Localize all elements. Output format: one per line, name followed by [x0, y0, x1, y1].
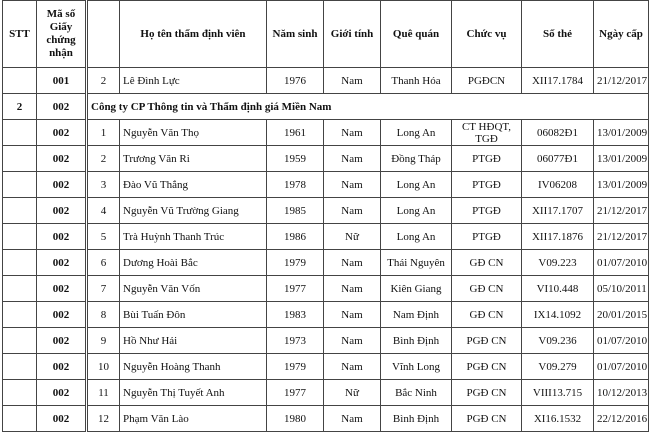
cell-number: 8: [87, 302, 120, 328]
cell-card: XI16.1532: [522, 406, 594, 432]
cell-name: Hồ Như Hải: [120, 328, 267, 354]
cell-number: 2: [87, 68, 120, 94]
cell-hometown: Vĩnh Long: [381, 354, 452, 380]
cell-position: PGĐCN: [452, 68, 522, 94]
cell-stt: [3, 68, 37, 94]
cell-gender: Nam: [324, 120, 381, 146]
cell-stt: 2: [3, 94, 37, 120]
cell-date: 01/07/2010: [594, 250, 649, 276]
header-chuc-vu: Chức vụ: [452, 1, 522, 68]
cell-year: 1977: [267, 276, 324, 302]
cell-position: PTGĐ: [452, 224, 522, 250]
cell-gender: Nam: [324, 68, 381, 94]
cell-position: PTGĐ: [452, 172, 522, 198]
cell-date: 20/01/2015: [594, 302, 649, 328]
header-row: [3, 1, 649, 68]
cell-date: 13/01/2009: [594, 146, 649, 172]
cell-hometown: Bình Định: [381, 328, 452, 354]
cell-card: XII17.1876: [522, 224, 594, 250]
cell-date: 21/12/2017: [594, 68, 649, 94]
cell-hometown: Kiên Giang: [381, 276, 452, 302]
cell-card: VIII13.715: [522, 380, 594, 406]
table-row: [3, 406, 649, 432]
cell-hometown: Long An: [381, 120, 452, 146]
cell-date: 21/12/2017: [594, 198, 649, 224]
header-ngay-cap: Ngày cấp: [594, 1, 649, 68]
company-row: [3, 94, 649, 120]
header-number-blank: [87, 1, 120, 68]
cell-ma-so: 002: [37, 328, 87, 354]
cell-stt: [3, 198, 37, 224]
cell-gender: Nam: [324, 354, 381, 380]
cell-card: IV06208: [522, 172, 594, 198]
cell-position: CT HĐQT, TGĐ: [452, 120, 522, 146]
table-body: [3, 68, 649, 432]
cell-stt: [3, 302, 37, 328]
cell-ma-so: 002: [37, 146, 87, 172]
cell-hometown: Long An: [381, 198, 452, 224]
table-row: [3, 250, 649, 276]
cell-card: V09.223: [522, 250, 594, 276]
cell-position: PGĐ CN: [452, 380, 522, 406]
cell-gender: Nam: [324, 198, 381, 224]
header-que-quan: Quê quán: [381, 1, 452, 68]
cell-ma-so: 002: [37, 406, 87, 432]
cell-hometown: Thái Nguyên: [381, 250, 452, 276]
cell-ma-so: 002: [37, 276, 87, 302]
cell-number: 6: [87, 250, 120, 276]
cell-number: 5: [87, 224, 120, 250]
cell-card: VI10.448: [522, 276, 594, 302]
cell-number: 7: [87, 276, 120, 302]
table-row: [3, 354, 649, 380]
cell-hometown: Long An: [381, 224, 452, 250]
cell-ma-so: 002: [37, 380, 87, 406]
cell-position: GĐ CN: [452, 250, 522, 276]
cell-position: PGĐ CN: [452, 406, 522, 432]
cell-hometown: Nam Định: [381, 302, 452, 328]
table-row: [3, 380, 649, 406]
cell-stt: [3, 354, 37, 380]
cell-name: Nguyễn Hoàng Thanh: [120, 354, 267, 380]
cell-year: 1977: [267, 380, 324, 406]
cell-name: Nguyễn Vũ Trường Giang: [120, 198, 267, 224]
cell-gender: Nam: [324, 250, 381, 276]
cell-ma-so: 002: [37, 198, 87, 224]
cell-stt: [3, 328, 37, 354]
cell-stt: [3, 276, 37, 302]
cell-name: Phạm Văn Lào: [120, 406, 267, 432]
cell-name: Nguyễn Văn Thọ: [120, 120, 267, 146]
cell-year: 1986: [267, 224, 324, 250]
cell-date: 21/12/2017: [594, 224, 649, 250]
cell-gender: Nam: [324, 146, 381, 172]
cell-number: 2: [87, 146, 120, 172]
cell-year: 1979: [267, 354, 324, 380]
cell-card: V09.279: [522, 354, 594, 380]
cell-date: 10/12/2013: [594, 380, 649, 406]
cell-year: 1961: [267, 120, 324, 146]
cell-stt: [3, 250, 37, 276]
cell-number: 4: [87, 198, 120, 224]
table-row: [3, 276, 649, 302]
cell-year: 1980: [267, 406, 324, 432]
cell-name: Bùi Tuấn Đôn: [120, 302, 267, 328]
cell-year: 1985: [267, 198, 324, 224]
cell-hometown: Thanh Hóa: [381, 68, 452, 94]
cell-year: 1978: [267, 172, 324, 198]
cell-card: XII17.1784: [522, 68, 594, 94]
cell-year: 1959: [267, 146, 324, 172]
cell-card: IX14.1092: [522, 302, 594, 328]
cell-number: 3: [87, 172, 120, 198]
cell-name: Đào Vũ Thắng: [120, 172, 267, 198]
cell-date: 01/07/2010: [594, 328, 649, 354]
cell-number: 10: [87, 354, 120, 380]
cell-ma-so: 001: [37, 68, 87, 94]
cell-gender: Nam: [324, 276, 381, 302]
cell-ma-so: 002: [37, 224, 87, 250]
cell-hometown: Đồng Tháp: [381, 146, 452, 172]
cell-number: 11: [87, 380, 120, 406]
cell-gender: Nam: [324, 328, 381, 354]
cell-number: 9: [87, 328, 120, 354]
table-row: [3, 302, 649, 328]
cell-name: Lê Đình Lực: [120, 68, 267, 94]
cell-card: XII17.1707: [522, 198, 594, 224]
cell-position: GĐ CN: [452, 302, 522, 328]
cell-date: 05/10/2011: [594, 276, 649, 302]
header-ma-so: Mã số Giấy chứng nhận: [37, 1, 87, 68]
cell-year: 1983: [267, 302, 324, 328]
cell-card: 06082Đ1: [522, 120, 594, 146]
cell-gender: Nam: [324, 406, 381, 432]
cell-name: Dương Hoài Bắc: [120, 250, 267, 276]
header-gioi-tinh: Giới tính: [324, 1, 381, 68]
cell-position: PTGĐ: [452, 146, 522, 172]
cell-number: 1: [87, 120, 120, 146]
cell-stt: [3, 406, 37, 432]
cell-gender: Nam: [324, 172, 381, 198]
cell-date: 22/12/2016: [594, 406, 649, 432]
cell-ma-so: 002: [37, 120, 87, 146]
cell-stt: [3, 120, 37, 146]
table-row: [3, 68, 649, 94]
table-row: [3, 120, 649, 146]
cell-position: PGĐ CN: [452, 354, 522, 380]
cell-gender: Nữ: [324, 224, 381, 250]
header-ho-ten: Họ tên thẩm định viên: [120, 1, 267, 68]
cell-ma-so: 002: [37, 172, 87, 198]
cell-card: 06077Đ1: [522, 146, 594, 172]
cell-ma-so: 002: [37, 250, 87, 276]
cell-hometown: Bắc Ninh: [381, 380, 452, 406]
cell-card: V09.236: [522, 328, 594, 354]
cell-hometown: Long An: [381, 172, 452, 198]
cell-name: Nguyễn Văn Vốn: [120, 276, 267, 302]
header-nam-sinh: Năm sinh: [267, 1, 324, 68]
cell-name: Nguyễn Thị Tuyết Anh: [120, 380, 267, 406]
table-row: [3, 224, 649, 250]
cell-ma-so: 002: [37, 354, 87, 380]
cell-position: GĐ CN: [452, 276, 522, 302]
cell-year: 1976: [267, 68, 324, 94]
header-stt: STT: [3, 1, 37, 68]
table-row: [3, 172, 649, 198]
cell-date: 01/07/2010: [594, 354, 649, 380]
cell-date: 13/01/2009: [594, 172, 649, 198]
cell-year: 1979: [267, 250, 324, 276]
table-row: [3, 328, 649, 354]
cell-position: PGĐ CN: [452, 328, 522, 354]
cell-stt: [3, 146, 37, 172]
cell-position: PTGĐ: [452, 198, 522, 224]
cell-ma-so: 002: [37, 302, 87, 328]
cell-gender: Nam: [324, 302, 381, 328]
cell-stt: [3, 224, 37, 250]
cell-company-name: Công ty CP Thông tin và Thẩm định giá Miền Nam: [87, 94, 649, 120]
appraiser-table: [2, 0, 649, 432]
cell-year: 1973: [267, 328, 324, 354]
cell-stt: [3, 380, 37, 406]
cell-ma-so: 002: [37, 94, 87, 120]
cell-name: Trương Văn Ri: [120, 146, 267, 172]
cell-number: 12: [87, 406, 120, 432]
table-row: [3, 198, 649, 224]
table-row: [3, 146, 649, 172]
cell-date: 13/01/2009: [594, 120, 649, 146]
cell-hometown: Bình Định: [381, 406, 452, 432]
cell-gender: Nữ: [324, 380, 381, 406]
header-so-the: Số thẻ: [522, 1, 594, 68]
cell-name: Trà Huỳnh Thanh Trúc: [120, 224, 267, 250]
cell-stt: [3, 172, 37, 198]
